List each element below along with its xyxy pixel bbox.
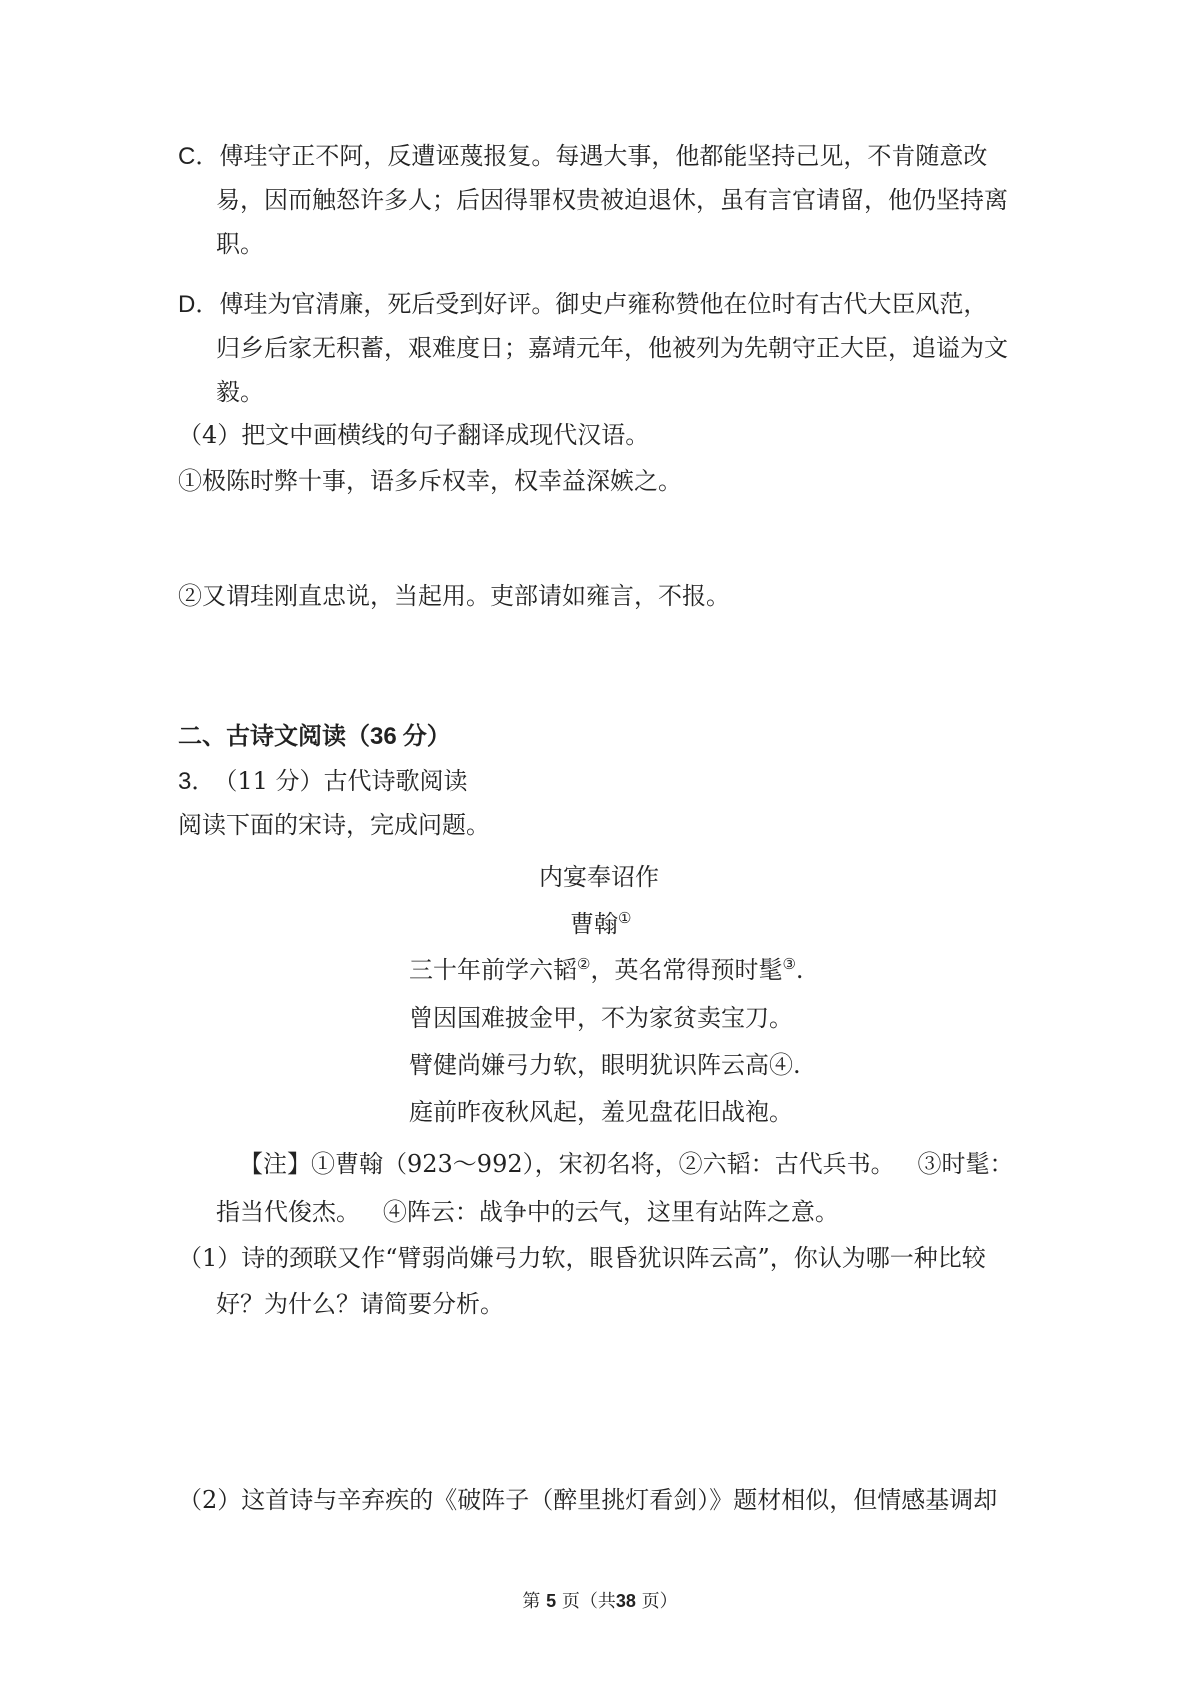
option-c-label: C． (178, 143, 220, 170)
poem-line1-part-b: ，英名常得预时髦 (590, 956, 783, 984)
poem-line3: 臂健尚嫌弓力软，眼明犹识阵云高④. (409, 1051, 801, 1079)
subq1-line1: （1）诗的颈联又作“臂弱尚嫌弓力软，眼昏犹识阵云高”，你认为哪一种比较 (178, 1244, 986, 1272)
poem-line4: 庭前昨夜秋风起，羞见盘花旧战袍。 (409, 1098, 793, 1126)
section2-heading-pre: 二、古诗文阅读（ (178, 721, 370, 750)
footer-page-number: 5 (546, 1591, 557, 1611)
poem-line1-note1: ② (577, 955, 591, 973)
notes-line1: 【注】①曹翰（923～992），宋初名将，②六韬：古代兵书。 ③时髦： (239, 1150, 1014, 1178)
footer-total-pages: 38 (615, 1591, 636, 1611)
option-d-line1: 傅珪为官清廉，死后受到好评。御史卢雍称赞他在位时有古代大臣风范， (219, 290, 988, 318)
question3-score: （11 分）古代诗歌阅读 (225, 767, 468, 795)
option-d (178, 289, 987, 320)
section2-heading (178, 721, 451, 752)
page-footer (0, 1589, 1200, 1614)
q4-item2: ②又谓珪刚直忠说，当起用。吏部请如雍言，不报。 (178, 582, 730, 610)
poem-title: 内宴奉诏作 (539, 863, 659, 891)
option-d-label: D． (178, 291, 220, 318)
poem-line1 (409, 955, 804, 985)
option-c-line2: 易，因而触怒许多人；后因得罪权贵被迫退休，虽有言官请留，他仍坚持离 (216, 186, 1008, 214)
q4-item1: ①极陈时弊十事，语多斥权幸，权幸益深嫉之。 (178, 467, 682, 495)
option-c-line1: 傅珪守正不阿，反遭诬蔑报复。每遇大事，他都能坚持己见，不肯随意改 (219, 142, 988, 170)
subq1-line2: 好？为什么？请简要分析。 (216, 1290, 504, 1318)
poem-author-note: ① (618, 909, 632, 927)
option-d-line2: 归乡后家无积蓄，艰难度日；嘉靖元年，他被列为先朝守正大臣，追谥为文 (216, 334, 1008, 362)
footer-post: 页） (641, 1591, 678, 1612)
poem-line1-note2: ③ (782, 955, 796, 973)
section2-heading-post: 分） (402, 721, 451, 750)
poem-line1-part-c: . (795, 956, 804, 984)
question3-instruction: 阅读下面的宋诗，完成问题。 (178, 811, 490, 839)
question3-header (178, 766, 468, 797)
poem-line1-part-a: 三十年前学六韬 (409, 956, 577, 984)
poem-author-name: 曹翰 (570, 910, 618, 938)
poem-line2: 曾因国难披金甲，不为家贫卖宝刀。 (409, 1004, 793, 1032)
footer-mid: 页（共 (561, 1591, 616, 1612)
q4-prompt: （4）把文中画横线的句子翻译成现代汉语。 (178, 421, 650, 449)
option-c-line3: 职。 (216, 230, 264, 258)
notes-line2: 指当代俊杰。 ④阵云：战争中的云气，这里有站阵之意。 (216, 1198, 839, 1226)
section2-heading-num: 36 (370, 723, 397, 750)
poem-author (570, 909, 631, 939)
option-d-line3: 毅。 (216, 378, 264, 406)
subq2-line1: （2）这首诗与辛弃疾的《破阵子（醉里挑灯看剑）》题材相似，但情感基调却 (178, 1486, 998, 1514)
question3-number: 3． (178, 768, 216, 795)
option-c (178, 141, 987, 172)
footer-pre: 第 (522, 1591, 541, 1612)
